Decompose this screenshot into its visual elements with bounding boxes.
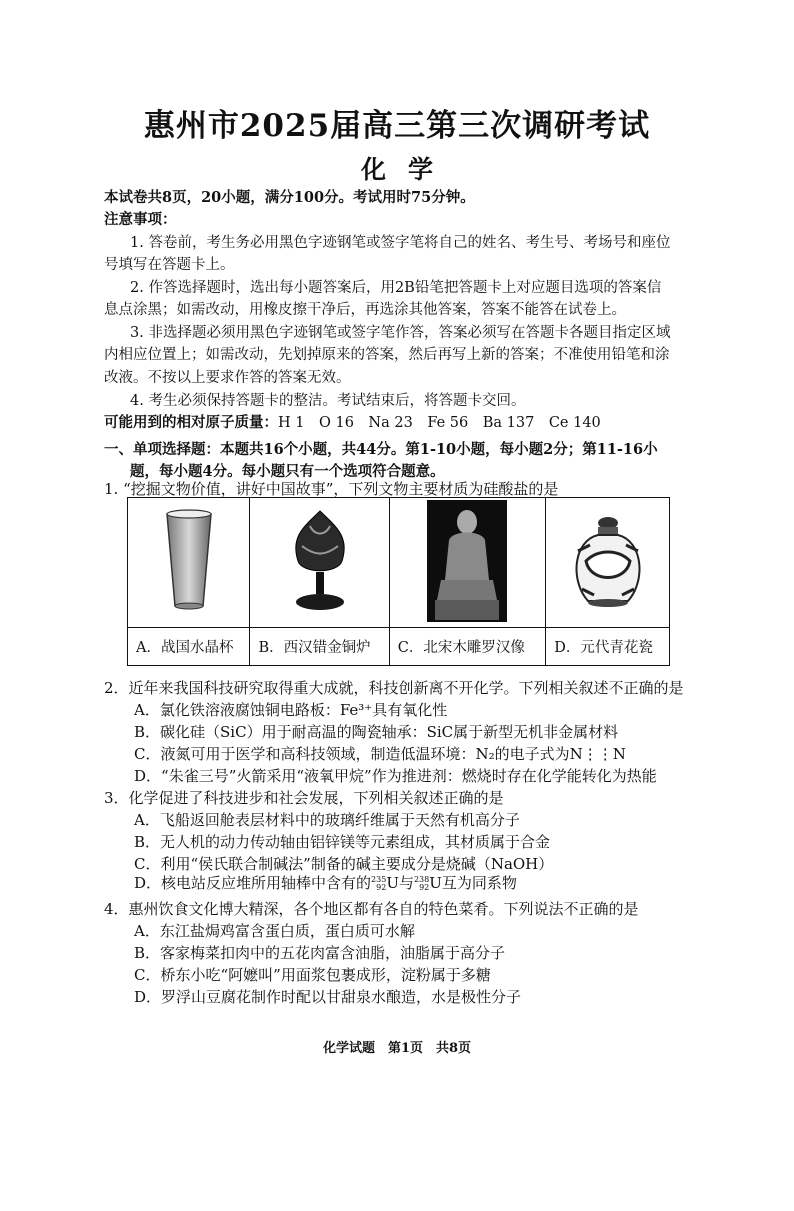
section1-line2: 题，每小题4分。每小题只有一个选项符合题意。: [130, 463, 445, 480]
note-1-line1: 1. 答卷前，考生务必用黑色字迹钢笔或签字笔将自己的姓名、考生号、考场号和座位: [130, 235, 671, 251]
blue-white-porcelain-image: [568, 511, 648, 611]
note-4-line1: 4. 考生必须保持答题卡的整洁。考试结束后，将答题卡交回。: [130, 393, 526, 409]
exam-intro: 本试卷共8页，20小题，满分100分。考试用时75分钟。: [104, 189, 475, 206]
q3-option-d: [134, 872, 517, 893]
q4-stem: 4．惠州饮食文化博大精深，各个地区都有各自的特色菜肴。下列说法不正确的是: [104, 900, 639, 918]
q2-option-c: C．液氮可用于医学和高科技领域，制造低温环境：N₂的电子式为N⋮⋮N: [134, 745, 626, 763]
atomic-masses: [104, 411, 601, 432]
q3-stem: 3．化学促进了科技进步和社会发展，下列相关叙述正确的是: [104, 789, 504, 807]
wooden-arhat-image: [427, 500, 507, 622]
q3-option-d-end: U互为同系物: [429, 874, 517, 892]
note-2-line2: 息点涂黑；如需改动，用橡皮擦干净后，再选涂其他答案，答案不能答在试卷上。: [104, 302, 626, 318]
page-footer: 化学试题 第1页 共8页: [322, 1041, 472, 1056]
q2-option-b: B．碳化硅（SiC）用于耐高温的陶瓷轴承：SiC属于新型无机非金属材料: [134, 723, 619, 741]
q2-option-d: D．“朱雀三号”火箭采用“液氧甲烷”作为推进剂：燃烧时存在化学能转化为热能: [134, 767, 657, 785]
q4-option-b: B．客家梅菜扣肉中的五花肉富含油脂，油脂属于高分子: [134, 944, 506, 962]
relics-table: [127, 497, 670, 666]
q1-option-c: C．北宋木雕罗汉像: [389, 628, 545, 666]
atomic-masses-label: 可能用到的相对原子质量：: [104, 414, 278, 431]
q1-option-a: A．战国水晶杯: [128, 628, 250, 666]
q1-stem: 1. “挖掘文物价值，讲好中国故事”，下列文物主要材质为硅酸盐的是: [104, 480, 559, 498]
note-1-line2: 号填写在答题卡上。: [104, 257, 235, 273]
note-3-line2: 内相应位置上；如需改动，先划掉原来的答案，然后再写上新的答案；不准使用铅笔和涂: [104, 347, 670, 363]
relic-image-cell-c: [389, 498, 545, 628]
q3-option-c: C．利用“侯氏联合制碱法”制备的碱主要成分是烧碱（NaOH）: [134, 855, 554, 873]
notes-heading: 注意事项：: [104, 211, 177, 228]
q3-option-a: A．飞船返回舱表层材料中的玻璃纤维属于天然有机高分子: [134, 811, 520, 829]
subject-title: 化学: [360, 155, 455, 184]
q4-option-a: A．东江盐焗鸡富含蛋白质，蛋白质可水解: [134, 922, 415, 940]
crystal-cup-image: [159, 506, 219, 616]
q4-option-c: C．桥东小吃“阿嬷叫”用面浆包裹成形，淀粉属于多糖: [134, 966, 491, 984]
note-3-line3: 改液。不按以上要求作答的答案无效。: [104, 370, 351, 386]
atomic-masses-values: H 1 O 16 Na 23 Fe 56 Ba 137 Ce 140: [278, 415, 601, 431]
q1-option-d: D．元代青花瓷: [546, 628, 670, 666]
q2-option-a: A．氯化铁溶液腐蚀铜电路板：Fe³⁺具有氧化性: [134, 701, 448, 719]
relic-image-cell-a: [128, 498, 250, 628]
q3-option-d-text: D．核电站反应堆所用轴棒中含有的: [134, 874, 372, 892]
q2-stem: 2．近年来我国科技研究取得重大成就，科技创新离不开化学。下列相关叙述不正确的是: [104, 679, 684, 697]
q1-option-b: B．西汉错金铜炉: [250, 628, 389, 666]
section1-line1: 一、单项选择题：本题共16个小题，共44分。第1-10小题，每小题2分；第11-16小: [104, 441, 658, 458]
exam-title: 惠州市2025届高三第三次调研考试: [143, 108, 651, 144]
uranium-235-notation: 235 92: [371, 875, 387, 892]
relic-image-cell-b: [250, 498, 389, 628]
note-3-line1: 3. 非选择题必须用黑色字迹钢笔或签字笔作答，答案必须写在答题卡各题目指定区域: [130, 325, 671, 341]
q4-option-d: D．罗浮山豆腐花制作时配以甘甜泉水酿造，水是极性分子: [134, 988, 522, 1006]
q3-option-b: B．无人机的动力传动轴由铝锌镁等元素组成，其材质属于合金: [134, 833, 551, 851]
uranium-238-notation: 238 92: [413, 875, 430, 892]
relic-image-cell-d: [546, 498, 670, 628]
bronze-burner-image: [280, 506, 360, 616]
q3-option-d-mid: U与: [386, 874, 414, 892]
note-2-line1: 2. 作答选择题时，选出每小题答案后，用2B铅笔把答题卡上对应题目选项的答案信: [130, 280, 662, 296]
